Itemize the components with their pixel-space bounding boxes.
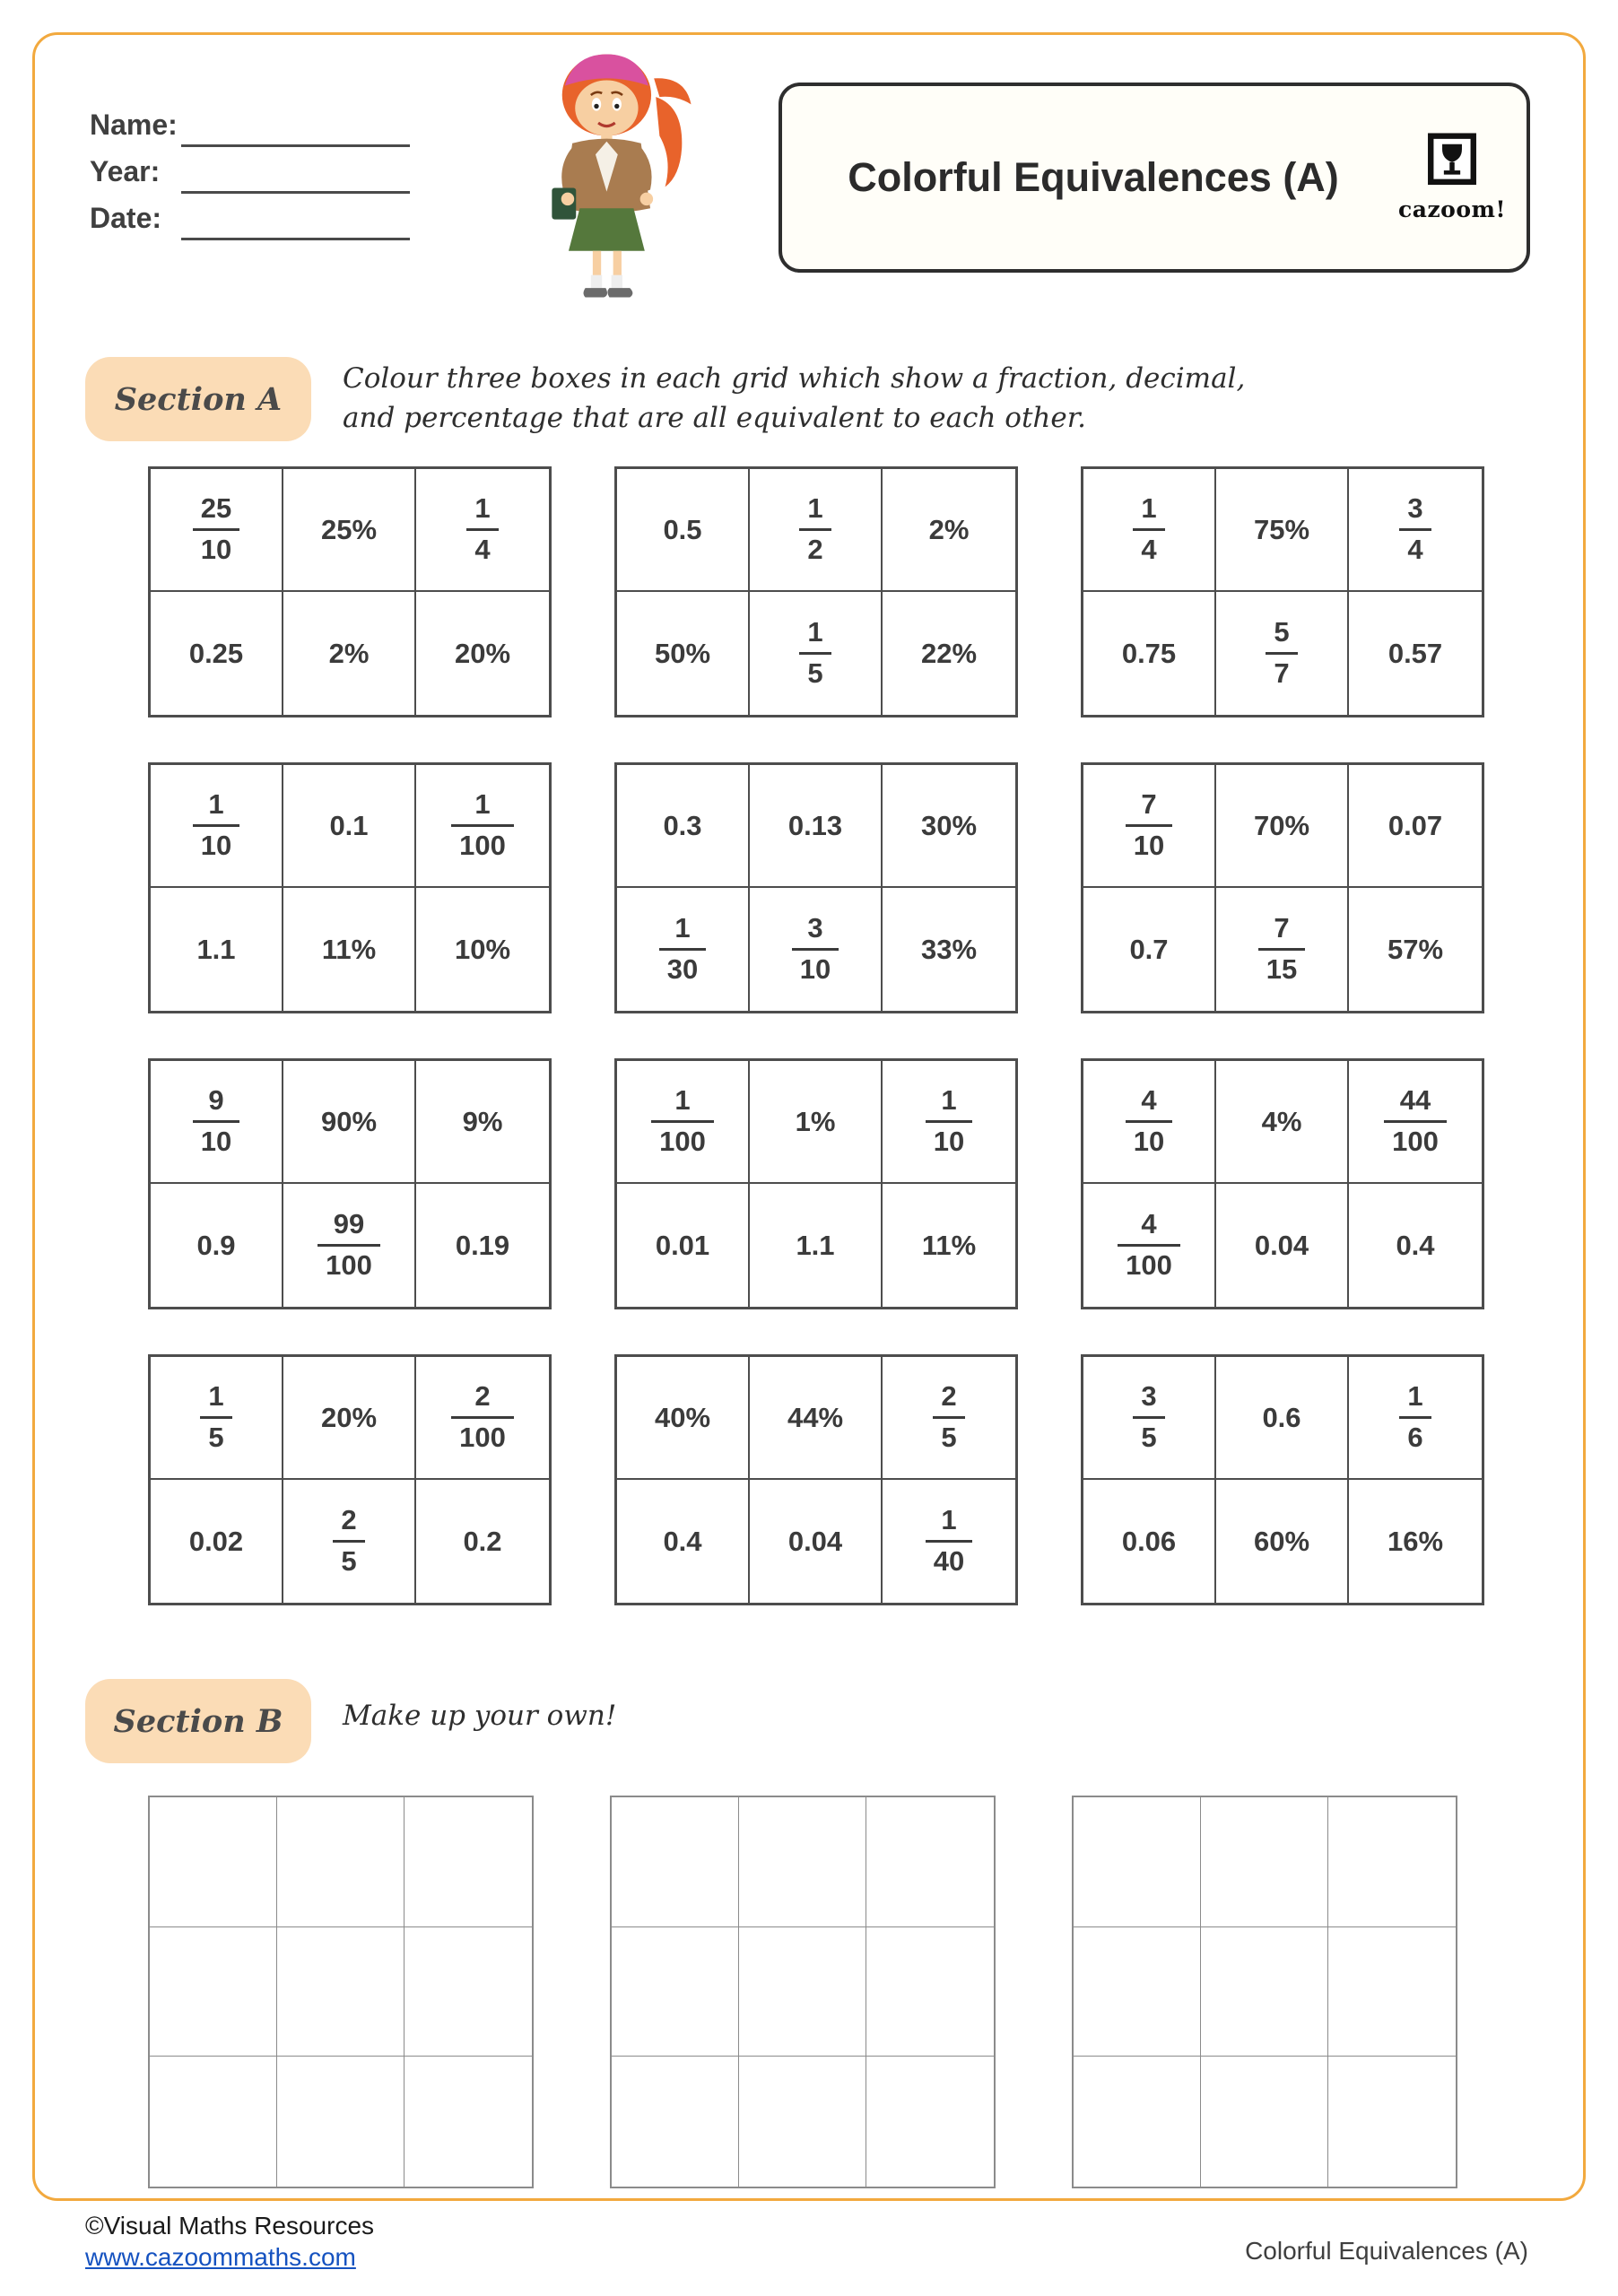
grid-cell: 0.2 xyxy=(463,1525,502,1557)
grid-cell xyxy=(1083,1061,1216,1184)
grid-cell xyxy=(151,1357,283,1480)
grid-cell xyxy=(151,765,283,888)
copyright-text: ©Visual Maths Resources xyxy=(85,2212,375,2239)
worksheet-title: Colorful Equivalences (A) xyxy=(848,154,1339,200)
grid-cell: 11% xyxy=(921,1229,977,1261)
empty-grid-cell xyxy=(866,1927,994,2057)
date-line xyxy=(181,203,410,240)
grid-cell: 0.75 xyxy=(1083,592,1216,715)
grid-cell: 1.1 xyxy=(750,1184,883,1307)
empty-grid-cell xyxy=(1201,1927,1328,2057)
empty-grid-cell xyxy=(404,1927,532,2057)
grid-cell: 1.1 xyxy=(151,888,283,1011)
empty-grid-cell xyxy=(150,1927,277,2057)
empty-grid-cell xyxy=(1201,2057,1328,2187)
fraction-value: $\frac{44}{100}$ xyxy=(1384,1086,1447,1156)
fraction-value: $\frac{5}{7}$ xyxy=(1266,618,1297,688)
fraction-value: $\frac{1}{5}$ xyxy=(200,1382,231,1452)
fraction-value: $\frac{3}{5}$ xyxy=(1133,1382,1164,1452)
fraction-value: $\frac{4}{10}$ xyxy=(1126,1086,1172,1156)
grid-cell: 0.13 xyxy=(750,765,883,888)
fraction-value: $\frac{1}{2}$ xyxy=(799,494,831,564)
grid-cell: 0.5 xyxy=(617,469,750,592)
cazoom-logo-text: cazoom! xyxy=(1398,196,1506,222)
grid-cell xyxy=(1083,765,1216,888)
practice-grid xyxy=(148,1796,534,2188)
year-label: Year: xyxy=(90,155,161,187)
grid-cell: 0.9 xyxy=(151,1184,283,1307)
equivalence-grid xyxy=(148,1058,552,1309)
cazoom-logo-icon xyxy=(1427,133,1477,195)
fraction-value: $\frac{2}{100}$ xyxy=(451,1382,514,1452)
grid-cell xyxy=(750,592,883,715)
grid-cell xyxy=(1083,1184,1216,1307)
empty-grid-cell xyxy=(277,1927,404,2057)
equivalence-grid xyxy=(148,762,552,1013)
grid-cell: 90% xyxy=(283,1061,416,1184)
grid-cell: 0.25 xyxy=(151,592,283,715)
grid-cell: 2% xyxy=(883,469,1015,592)
section-a-instruction: Colour three boxes in each grid which show a fraction, decimal, and percentage that are all equivalent to each other. xyxy=(343,362,1246,435)
fraction-value: $\frac{1}{10}$ xyxy=(926,1086,972,1156)
fraction-value: $\frac{1}{4}$ xyxy=(466,494,498,564)
grid-cell: 0.3 xyxy=(617,765,750,888)
grid-cell xyxy=(750,888,883,1011)
fraction-value: $\frac{2}{5}$ xyxy=(933,1382,964,1452)
grid-cell xyxy=(1349,469,1482,592)
answer-grids xyxy=(148,466,1484,1605)
grid-cell: 11% xyxy=(283,888,416,1011)
equivalence-grid xyxy=(148,1354,552,1605)
empty-grid-cell xyxy=(150,1797,277,1927)
section-b-instruction: Make up your own! xyxy=(343,1700,617,1732)
grid-cell xyxy=(283,1184,416,1307)
empty-grid-cell xyxy=(739,2057,866,2187)
grid-cell: 20% xyxy=(454,637,511,669)
grid-cell: 1% xyxy=(750,1061,883,1184)
grid-cell xyxy=(883,1480,1015,1603)
grid-cell: 2% xyxy=(283,592,416,715)
empty-grid-cell xyxy=(404,1797,532,1927)
year-field xyxy=(90,147,410,194)
practice-grid xyxy=(1072,1796,1457,2188)
grid-cell xyxy=(1349,1061,1482,1184)
fraction-value: $\frac{25}{10}$ xyxy=(193,494,239,564)
fraction-value: $\frac{1}{100}$ xyxy=(451,790,514,860)
grid-cell: 50% xyxy=(617,592,750,715)
grid-cell xyxy=(883,1357,1015,1480)
fraction-value: $\frac{4}{100}$ xyxy=(1118,1210,1180,1280)
grid-cell: 0.7 xyxy=(1083,888,1216,1011)
equivalence-grid xyxy=(614,466,1018,718)
equivalence-grid xyxy=(1081,466,1484,718)
grid-cell: 0.02 xyxy=(151,1480,283,1603)
grid-cell xyxy=(883,1061,1015,1184)
empty-grid-cell xyxy=(1328,1797,1456,1927)
fraction-value: $\frac{2}{5}$ xyxy=(333,1506,364,1576)
grid-cell: 25% xyxy=(283,469,416,592)
name-line xyxy=(181,109,410,147)
grid-cell: 0.4 xyxy=(1396,1229,1435,1261)
equivalence-grid xyxy=(614,1354,1018,1605)
equivalence-grid xyxy=(1081,1058,1484,1309)
name-label: Name: xyxy=(90,109,178,141)
grid-cell xyxy=(151,469,283,592)
footer-left xyxy=(85,2210,374,2273)
fraction-value: $\frac{1}{100}$ xyxy=(651,1086,714,1156)
empty-grid-cell xyxy=(277,1797,404,1927)
grid-cell: 0.04 xyxy=(1216,1184,1349,1307)
section-a-label: Section A xyxy=(85,357,311,441)
fraction-value: $\frac{7}{10}$ xyxy=(1126,790,1172,860)
equivalence-grid xyxy=(148,466,552,718)
fraction-value: $\frac{1}{30}$ xyxy=(659,914,706,984)
empty-grid-cell xyxy=(1074,1797,1201,1927)
section-b-label: Section B xyxy=(85,1679,311,1763)
equivalence-grid xyxy=(614,1058,1018,1309)
empty-grid-cell xyxy=(1328,2057,1456,2187)
grid-cell xyxy=(750,469,883,592)
grid-cell: 16% xyxy=(1387,1525,1444,1557)
grid-cell: 0.4 xyxy=(617,1480,750,1603)
fraction-value: $\frac{3}{10}$ xyxy=(792,914,839,984)
grid-cell: 4% xyxy=(1216,1061,1349,1184)
fraction-value: $\frac{1}{40}$ xyxy=(926,1506,972,1576)
grid-cell xyxy=(1083,1357,1216,1480)
website-link[interactable]: www.cazoommaths.com xyxy=(85,2243,356,2271)
fraction-value: $\frac{3}{4}$ xyxy=(1399,494,1431,564)
grid-cell xyxy=(416,1357,549,1480)
grid-cell: 20% xyxy=(283,1357,416,1480)
practice-grids-row xyxy=(148,1796,1457,2188)
grid-cell: 0.19 xyxy=(455,1229,510,1261)
grid-cell xyxy=(416,765,549,888)
grid-cell: 30% xyxy=(883,765,1015,888)
grid-cell: 0.1 xyxy=(283,765,416,888)
grid-cell: 0.07 xyxy=(1349,765,1482,888)
grid-cell xyxy=(617,888,750,1011)
empty-grid-cell xyxy=(739,1797,866,1927)
empty-grid-cell xyxy=(739,1927,866,2057)
fraction-value: $\frac{7}{15}$ xyxy=(1258,914,1305,984)
equivalence-grid xyxy=(1081,1354,1484,1605)
fraction-value: $\frac{99}{100}$ xyxy=(318,1210,380,1280)
grid-cell xyxy=(1216,888,1349,1011)
fraction-value: $\frac{1}{6}$ xyxy=(1399,1382,1431,1452)
grid-cell: 40% xyxy=(617,1357,750,1480)
grid-cell: 0.57 xyxy=(1387,637,1443,669)
equivalence-grid xyxy=(614,762,1018,1013)
empty-grid-cell xyxy=(277,2057,404,2187)
empty-grid-cell xyxy=(1328,1927,1456,2057)
cazoom-logo xyxy=(1392,133,1527,222)
title-box xyxy=(779,83,1530,273)
empty-grid-cell xyxy=(1201,1797,1328,1927)
grid-cell: 57% xyxy=(1387,933,1444,965)
empty-grid-cell xyxy=(1074,2057,1201,2187)
grid-cell: 0.04 xyxy=(750,1480,883,1603)
date-label: Date: xyxy=(90,202,162,234)
fraction-value: $\frac{1}{10}$ xyxy=(193,790,239,860)
girl-mascot-illustration xyxy=(513,41,706,310)
empty-grid-cell xyxy=(1074,1927,1201,2057)
grid-cell: 33% xyxy=(920,933,978,965)
grid-cell xyxy=(151,1061,283,1184)
name-field xyxy=(90,100,410,147)
grid-cell: 0.06 xyxy=(1083,1480,1216,1603)
grid-cell xyxy=(1083,469,1216,592)
student-info-fields xyxy=(90,100,410,240)
empty-grid-cell xyxy=(866,2057,994,2187)
empty-grid-cell xyxy=(866,1797,994,1927)
grid-cell: 10% xyxy=(454,933,511,965)
grid-cell: 22% xyxy=(920,637,978,669)
fraction-value: $\frac{9}{10}$ xyxy=(193,1086,239,1156)
empty-grid-cell xyxy=(404,2057,532,2187)
grid-cell xyxy=(283,1480,416,1603)
footer-worksheet-title: Colorful Equivalences (A) xyxy=(1245,2237,1528,2265)
year-line xyxy=(181,156,410,194)
grid-cell xyxy=(617,1061,750,1184)
grid-cell: 9% xyxy=(416,1061,549,1184)
grid-cell xyxy=(1349,1357,1482,1480)
grid-cell: 44% xyxy=(750,1357,883,1480)
grid-cell: 0.6 xyxy=(1216,1357,1349,1480)
empty-grid-cell xyxy=(612,1797,739,1927)
practice-grid xyxy=(610,1796,996,2188)
grid-cell: 0.01 xyxy=(617,1184,750,1307)
grid-cell: 60% xyxy=(1216,1480,1349,1603)
fraction-value: $\frac{1}{5}$ xyxy=(799,618,831,688)
grid-cell: 70% xyxy=(1216,765,1349,888)
empty-grid-cell xyxy=(150,2057,277,2187)
grid-cell xyxy=(416,469,549,592)
date-field xyxy=(90,194,410,240)
empty-grid-cell xyxy=(612,1927,739,2057)
empty-grid-cell xyxy=(612,2057,739,2187)
grid-cell xyxy=(1216,592,1349,715)
equivalence-grid xyxy=(1081,762,1484,1013)
grid-cell: 75% xyxy=(1216,469,1349,592)
fraction-value: $\frac{1}{4}$ xyxy=(1133,494,1164,564)
